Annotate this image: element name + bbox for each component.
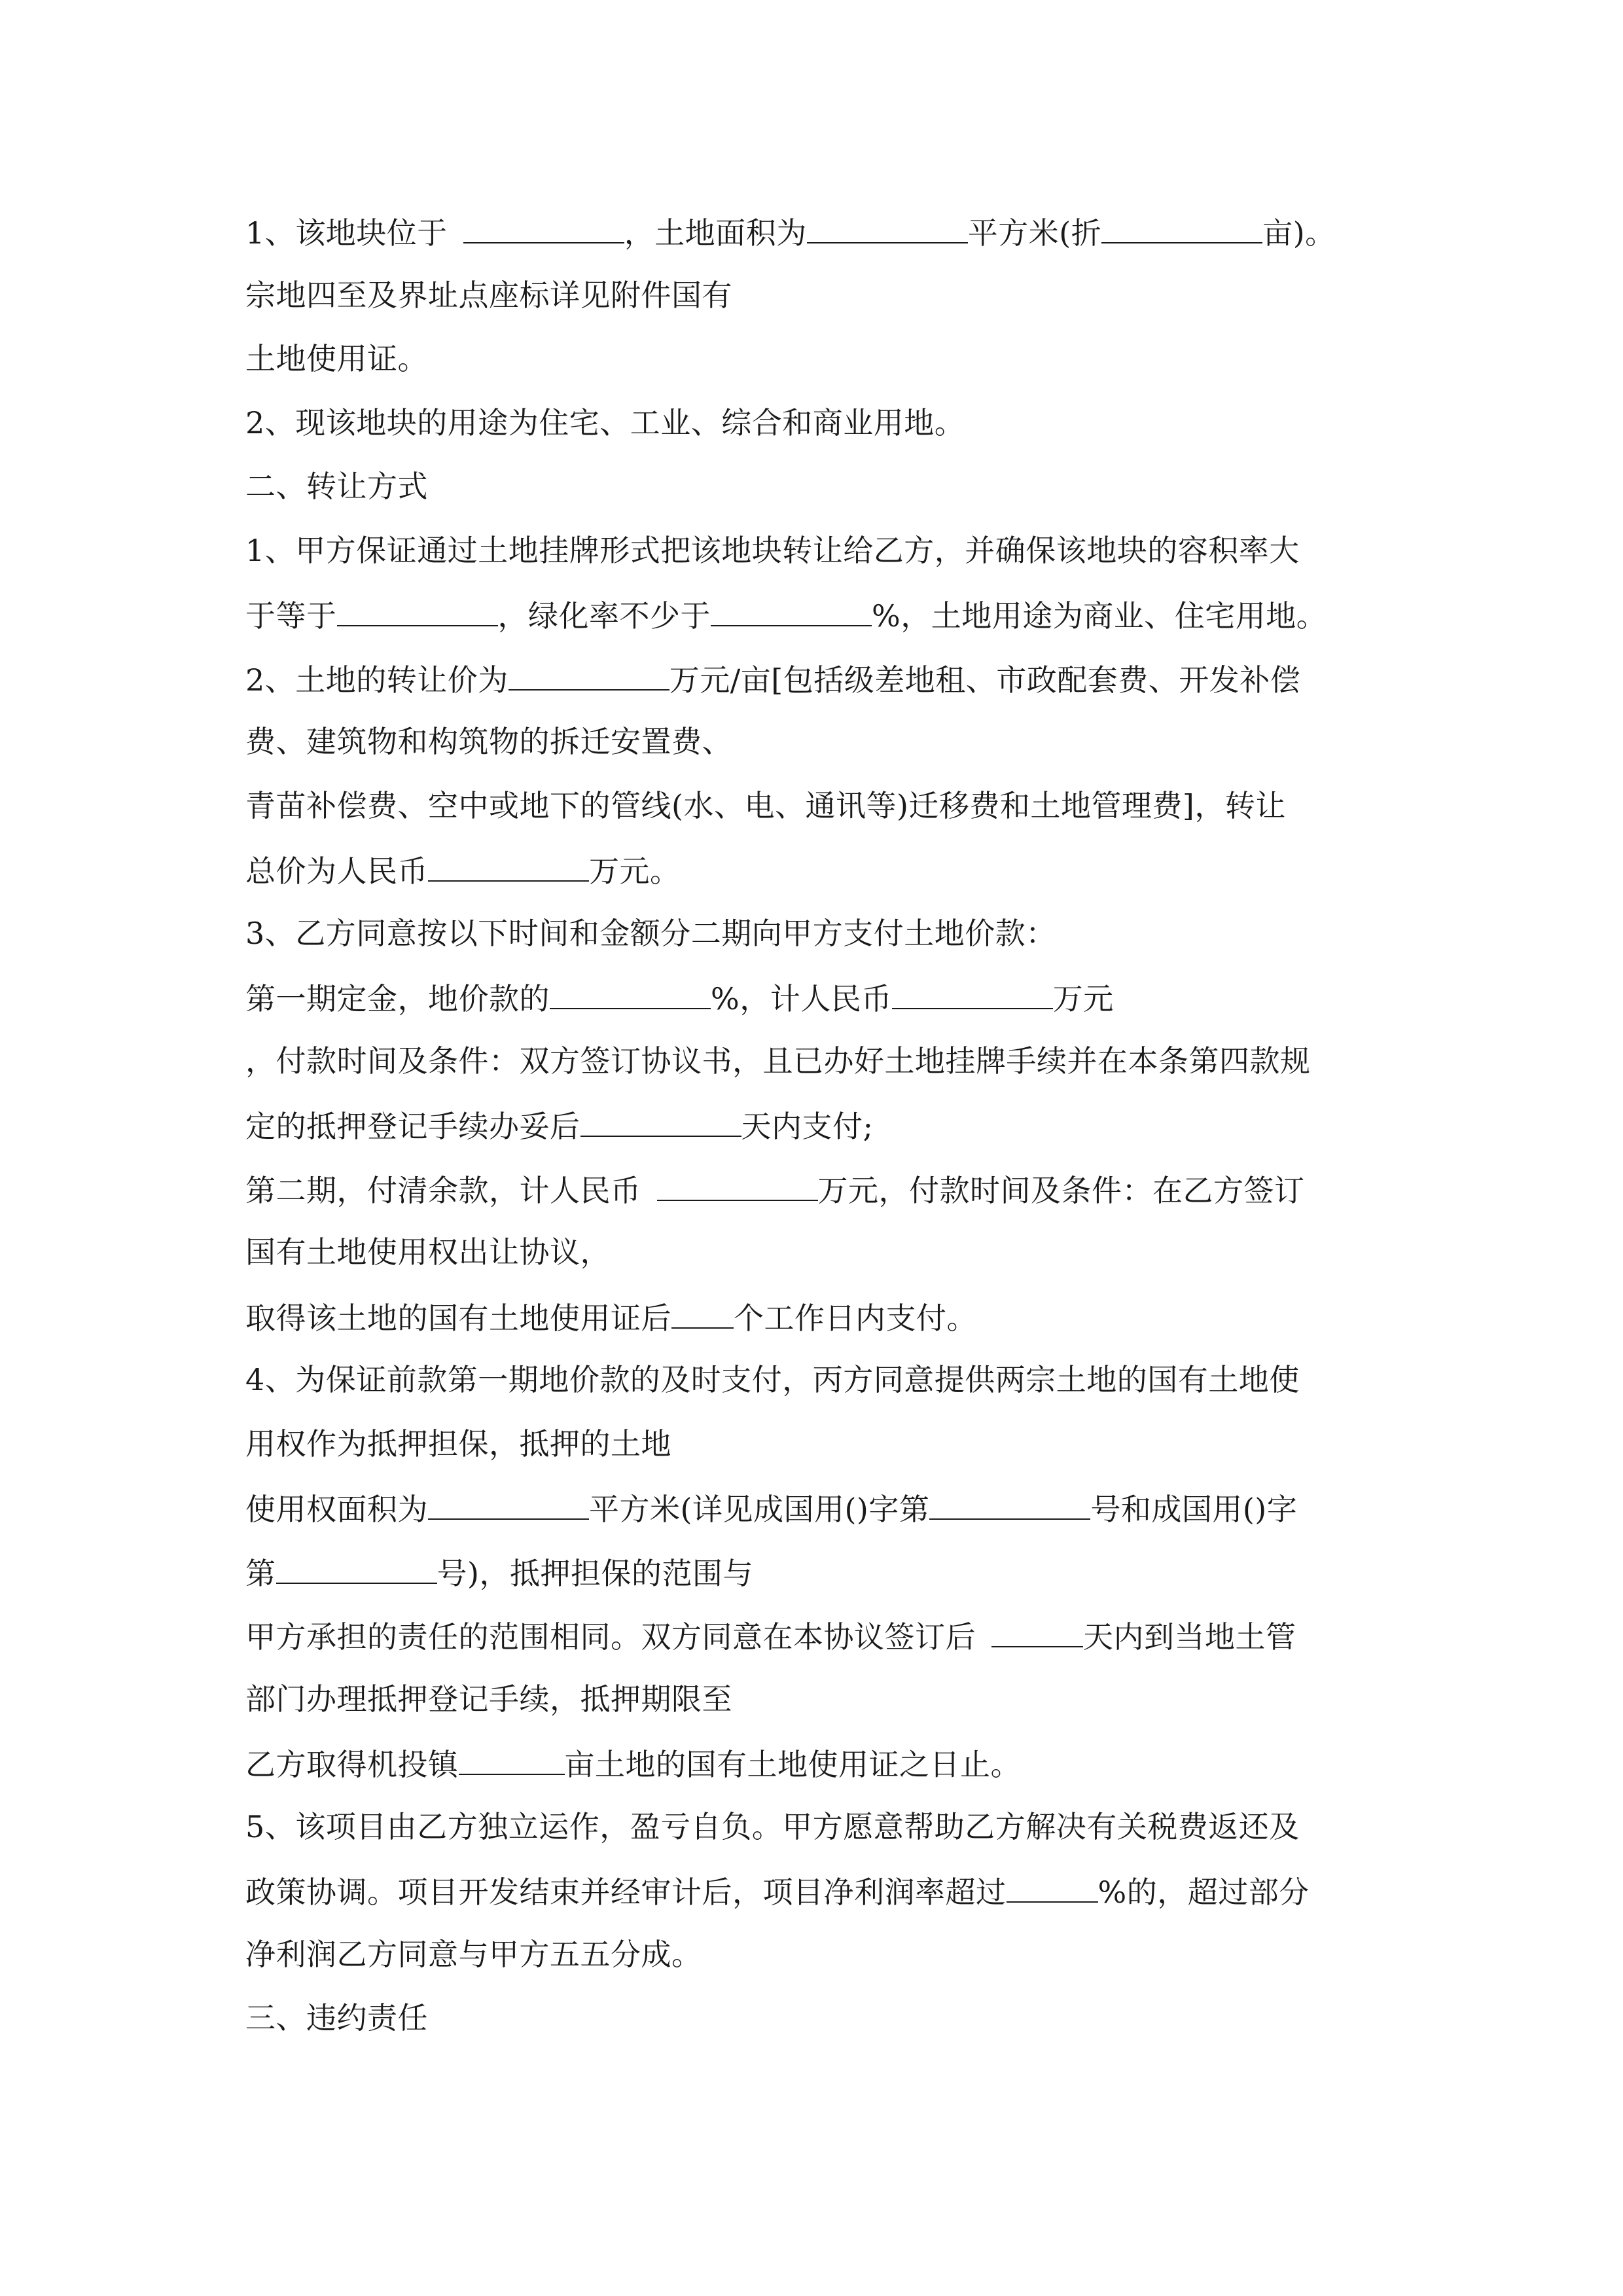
text-segment: %的，超过部分 — [1097, 1874, 1310, 1910]
document-page — [245, 208, 1397, 2059]
clause-line: 国有土地使用权出让协议， — [245, 1234, 611, 1270]
text-segment: 平方米(详见成国用()字第 — [589, 1492, 930, 1527]
clause-line — [245, 1740, 1397, 1804]
clause-line — [245, 846, 1397, 910]
text-segment: 万元/亩[包括级差地租、市政配套费、开发补偿 — [669, 662, 1301, 698]
clause-line: 4、为保证前款第一期地价款的及时支付，丙方同意提供两宗土地的国有土地使 — [245, 1362, 1300, 1397]
clause-line — [245, 1867, 1397, 1931]
clause-line — [245, 1484, 1397, 1549]
section-heading: 三、违约责任 — [245, 2000, 428, 2036]
text-segment: 亩)。 — [1262, 215, 1336, 251]
text-segment: 甲方承担的责任的范围相同。双方同意在本协议签订后 — [245, 1619, 976, 1655]
clause-line: 5、该项目由乙方独立运作，盈亏自负。甲方愿意帮助乙方解决有关税费返还及 — [245, 1808, 1300, 1844]
text-segment: %，土地用途为商业、住宅用地。 — [872, 598, 1327, 634]
clause-line — [245, 1612, 1397, 1676]
fill-blank — [807, 208, 968, 243]
text-segment: 号)，抵押担保的范围与 — [437, 1555, 753, 1591]
fill-blank — [337, 591, 498, 626]
fill-blank — [580, 1102, 741, 1137]
clause-line — [245, 655, 1397, 719]
text-segment: ，土地面积为 — [624, 215, 807, 251]
clause-line: 部门办理抵押登记手续，抵押期限至 — [245, 1681, 732, 1717]
text-segment: 于等于 — [245, 598, 337, 634]
clause-line: 费、建筑物和构筑物的拆迁安置费、 — [245, 724, 732, 759]
text-segment: 1、该地块位于 — [245, 215, 448, 251]
clause-line — [245, 1166, 1397, 1230]
text-segment: 天内支付; — [741, 1109, 874, 1144]
text-segment: 2、土地的转让价为 — [245, 662, 508, 698]
fill-blank — [463, 208, 624, 243]
text-segment: 亩土地的国有土地使用证之日止。 — [564, 1747, 1021, 1782]
clause-line: 用权作为抵押担保，抵押的土地 — [245, 1426, 671, 1462]
text-segment: 第二期，付清余款，计人民币 — [245, 1172, 641, 1208]
fill-blank — [428, 1484, 589, 1520]
text-segment: 万元，付款时间及条件：在乙方签订 — [817, 1172, 1305, 1208]
section-heading: 二、转让方式 — [245, 469, 428, 504]
fill-blank — [991, 1612, 1083, 1647]
fill-blank — [1007, 1867, 1098, 1903]
fill-blank — [508, 655, 669, 691]
text-segment: 定的抵押登记手续办妥后 — [245, 1109, 580, 1144]
text-segment: 平方米(折 — [967, 215, 1102, 251]
fill-blank — [428, 846, 589, 882]
clause-line: 土地使用证。 — [245, 341, 428, 376]
text-segment: 号和成国用()字 — [1090, 1492, 1298, 1527]
fill-blank — [276, 1549, 437, 1584]
clause-line — [245, 1102, 1397, 1166]
fill-blank — [711, 591, 872, 626]
fill-blank — [1101, 208, 1262, 243]
text-segment: 使用权面积为 — [245, 1492, 428, 1527]
clause-line — [245, 974, 1397, 1038]
text-segment: 总价为人民币 — [245, 853, 428, 889]
clause-line: 青苗补偿费、空中或地下的管线(水、电、通讯等)迁移费和土地管理费]，转让 — [245, 787, 1286, 823]
text-segment: 乙方取得机投镇 — [245, 1747, 459, 1782]
text-segment: 万元。 — [589, 853, 681, 889]
fill-blank — [671, 1293, 734, 1329]
clause-line: 宗地四至及界址点座标详见附件国有 — [245, 277, 732, 313]
text-segment: 第一期定金，地价款的 — [245, 981, 550, 1016]
text-segment: ，绿化率不少于 — [497, 598, 711, 634]
fill-blank — [657, 1166, 818, 1201]
clause-line — [245, 591, 1397, 655]
clause-line: 3、乙方同意按以下时间和金额分二期向甲方支付土地价款： — [245, 915, 1056, 951]
fill-blank — [892, 974, 1053, 1009]
text-segment: 万元 — [1052, 981, 1114, 1016]
clause-line — [245, 208, 1397, 272]
clause-line: ，付款时间及条件：双方签订协议书，且已办好土地挂牌手续并在本条第四款规 — [245, 1043, 1311, 1079]
text-segment: 第 — [245, 1555, 276, 1591]
clause-line: 净利润乙方同意与甲方五五分成。 — [245, 1936, 702, 1972]
clause-line — [245, 1293, 1397, 1357]
text-segment: %，计人民币 — [711, 981, 892, 1016]
fill-blank — [459, 1740, 565, 1775]
text-segment: 取得该土地的国有土地使用证后 — [245, 1300, 671, 1336]
clause-line — [245, 1549, 1397, 1613]
clause-line: 1、甲方保证通过土地挂牌形式把该地块转让给乙方，并确保该地块的容积率大 — [245, 532, 1300, 568]
clause-line: 2、现该地块的用途为住宅、工业、综合和商业用地。 — [245, 404, 965, 440]
fill-blank — [929, 1484, 1090, 1520]
text-segment: 个工作日内支付。 — [734, 1300, 977, 1336]
fill-blank — [550, 974, 711, 1009]
text-segment: 天内到当地土管 — [1083, 1619, 1296, 1655]
text-segment: 政策协调。项目开发结束并经审计后，项目净利润率超过 — [245, 1874, 1007, 1910]
